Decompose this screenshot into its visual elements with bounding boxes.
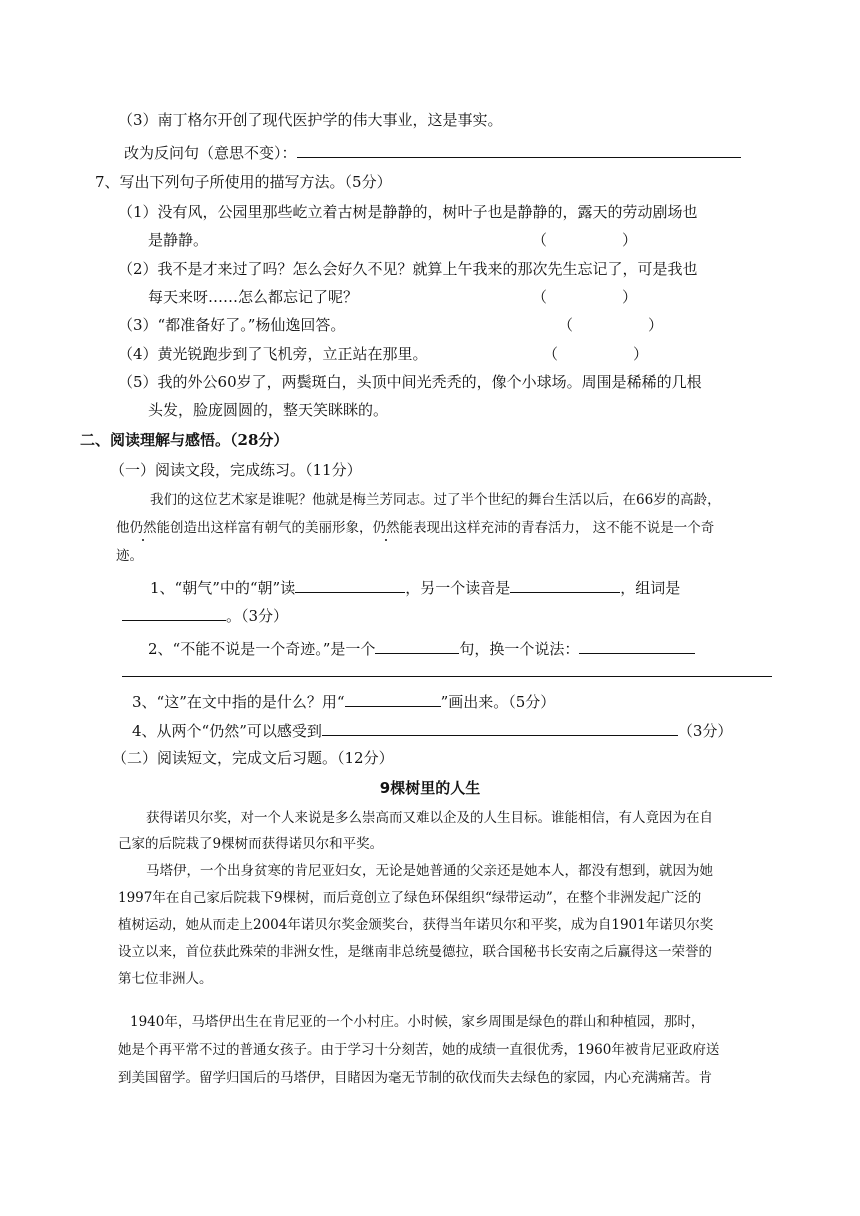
question-2-blank-1[interactable] <box>375 637 459 654</box>
section-2-title: 二、阅读理解与感悟。（28分） <box>80 431 289 449</box>
q7-item-2-line2: 每天来呀……怎么都忘记了呢？ <box>148 288 359 306</box>
question-2-line <box>148 637 695 659</box>
question-1-text-a: 1、“朝气”中的“朝”读 <box>150 579 296 597</box>
q7-title: 7、写出下列句子所使用的描写方法。（5分） <box>95 173 392 191</box>
article-p2-line3: 植树运动，她从而走上2004年诺贝尔奖金颁奖台，获得当年诺贝尔和平奖，成为自1901年诺贝尔奖 <box>118 917 714 933</box>
question-1-line <box>150 576 680 598</box>
question-2-text-a: 2、“不能不说是一个奇迹。”是一个 <box>148 640 376 658</box>
article-p3-line2: 她是个再平常不过的普通女孩子。由于学习十分刻苦，她的成绩一直很优秀，1960年被肯尼亚政府送 <box>118 1042 720 1058</box>
question-3-line <box>132 690 555 712</box>
q7-item-1-line1: （1）没有风，公园里那些屹立着古树是静静的，树叶子也是静静的，露天的劳动剧场也 <box>118 203 698 221</box>
passage-text-c: 能表现出这样充沛的青春活力， 这不能不说是一个奇 <box>399 520 715 536</box>
q7-item-5-line2: 头发，脸庞圆圆的，整天笑眯眯的。 <box>148 401 389 419</box>
question-4-text-a: 4、从两个“仍然”可以感受到 <box>132 722 322 740</box>
article-p2-line2: 1997年在自己家后院栽下9棵树，而后竟创立了绿色环保组织“绿带运动”，在整个非洲发起广泛的 <box>118 890 702 906</box>
question-3-underline-sample <box>345 690 441 707</box>
article-title: 9棵树里的人生 <box>379 779 481 797</box>
article-p2-line5: 第七位非洲人。 <box>118 971 213 987</box>
q7-item-2-line1: （2）我不是才来过了吗？怎么会好久不见？就算上午我来的那次先生忘记了，可是我也 <box>118 260 698 278</box>
question-1-blank-3[interactable] <box>122 604 226 621</box>
passage-text-b: 能创造出这样富有朝气的美丽形象， <box>156 520 373 536</box>
question-4-line <box>132 719 732 741</box>
article-p2-line4: 设立以来，首位获此殊荣的非洲女性，是继南非总统曼德拉，联合国秘书长安南之后赢得这一荣誉的 <box>118 944 712 960</box>
question-1-text-b: ，另一个读音是 <box>405 579 511 597</box>
passage-line-1: 我们的这位艺术家是谁呢？他就是梅兰芳同志。过了半个世纪的舞台生活以后，在66岁的高龄， <box>150 492 721 508</box>
question-1-blank-1[interactable] <box>295 576 405 593</box>
question-4-blank[interactable] <box>322 719 678 736</box>
part-1-title: （一）阅读文段，完成练习。（11分） <box>110 461 362 479</box>
q7-item-3-answer[interactable]: （ ） <box>558 316 664 334</box>
q7-item-4-answer[interactable]: （ ） <box>543 345 649 363</box>
q7-item-2-answer[interactable]: （ ） <box>532 288 638 306</box>
q6-3-sentence: （3）南丁格尔开创了现代医护学的伟大事业，这是事实。 <box>118 111 503 129</box>
question-1-blank-2[interactable] <box>510 576 620 593</box>
q6-3-prompt: 改为反问句（意思不变）： <box>124 144 297 162</box>
article-p3-line3: 到美国留学。留学归国后的马塔伊，目睹因为毫无节制的砍伐而失去绿色的家园，内心充满痛苦。肯 <box>118 1070 712 1086</box>
part-2-title: （二）阅读短文，完成文后习题。（12分） <box>112 749 394 767</box>
question-2-text-b: 句，换一个说法： <box>459 640 580 658</box>
q7-item-3-line1: （3）“都准备好了。”杨仙逸回答。 <box>118 316 346 334</box>
dotted-word-1: 仍然 <box>129 520 157 536</box>
dotted-word-2: 仍然 <box>372 520 400 536</box>
article-p2-line1: 马塔伊，一个出身贫寒的肯尼亚妇女，无论是她普通的父亲还是她本人，都没有想到，就因为她 <box>146 863 713 879</box>
q7-item-1-answer[interactable]: （ ） <box>532 231 638 249</box>
passage-text-a: 他 <box>116 520 130 536</box>
q7-item-5-line1: （5）我的外公60岁了，两鬓斑白，头顶中间光秃秃的，像个小球场。周围是稀稀的几根 <box>118 373 702 391</box>
question-4-text-b: （3分） <box>677 722 733 740</box>
passage-line-3: 迹。 <box>116 548 143 564</box>
question-1-text-d: 。（3分） <box>226 607 289 625</box>
q7-item-4-line1: （4）黄光锐跑步到了飞机旁，立正站在那里。 <box>118 345 428 363</box>
question-3-text-a: 3、“这”在文中指的是什么？用“ <box>132 693 345 711</box>
question-2-answer-line[interactable] <box>122 676 772 677</box>
q6-3-prompt-line <box>124 141 741 163</box>
article-p1-line2: 己家的后院栽了9棵树而获得诺贝尔和平奖。 <box>118 836 384 852</box>
question-3-text-b: ”画出来。（5分） <box>440 693 556 711</box>
article-p1-line1: 获得诺贝尔奖，对一个人来说是多么崇高而又难以企及的人生目标。谁能相信，有人竟因为在自 <box>146 810 713 826</box>
q7-item-1-line2: 是静静。 <box>148 231 209 249</box>
question-1-line-2 <box>122 604 288 626</box>
q6-3-answer-blank[interactable] <box>297 141 741 158</box>
question-1-text-c: ，组词是 <box>620 579 681 597</box>
passage-line-2 <box>116 518 714 538</box>
article-p3-line1: 1940年，马塔伊出生在肯尼亚的一个小村庄。小时候，家乡周围是绿色的群山和种植园，那时， <box>130 1014 705 1030</box>
question-2-blank-2[interactable] <box>579 637 695 654</box>
